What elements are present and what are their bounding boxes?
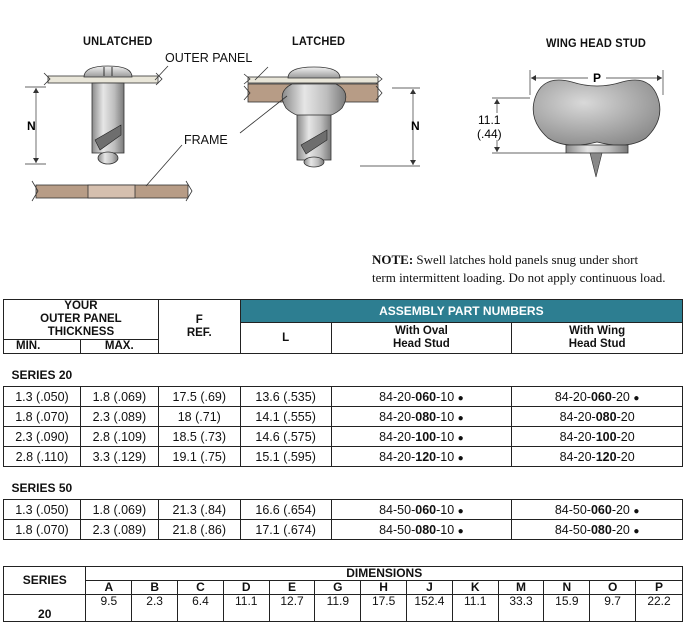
table-row: 2.8 (.110) 3.3 (.129) 19.1 (.75) 15.1 (.595) 84-20-120-10 ● 84-20-120-20 xyxy=(4,447,683,467)
dimensions-header: DIMENSIONS xyxy=(86,567,683,581)
stock-bullet-icon: ● xyxy=(457,525,464,537)
table-row: 2.3 (.090) 2.8 (.109) 18.5 (.73) 14.6 (.575) 84-20-100-10 ● 84-20-100-20 xyxy=(4,427,683,447)
stock-bullet-icon: ● xyxy=(633,392,640,404)
dimensions-table xyxy=(3,566,683,622)
min-header: MIN. xyxy=(4,340,81,354)
max-header: MAX. xyxy=(80,340,158,354)
stock-bullet-icon: ● xyxy=(457,412,464,424)
note-label: NOTE: xyxy=(372,252,414,267)
note-text xyxy=(372,251,682,287)
table-row: 1.3 (.050) 1.8 (.069) 21.3 (.84) 16.6 (.654) 84-50-060-10 ● 84-50-060-20 ● xyxy=(4,500,683,520)
height-dimension-in: (.44) xyxy=(477,127,502,141)
outer-panel-label: OUTER PANEL xyxy=(165,51,253,65)
n-dimension-label-left: N xyxy=(27,119,36,133)
series-header: SERIES xyxy=(4,567,86,595)
table-row: 1.8 (.070) 2.3 (.089) 21.8 (.86) 17.1 (.674) 84-50-080-10 ● 84-50-080-20 ● xyxy=(4,520,683,540)
table-row: 1.3 (.050) 1.8 (.069) 17.5 (.69) 13.6 (.535) 84-20-060-10 ● 84-20-060-20 ● xyxy=(4,387,683,407)
series-20-label: SERIES 20 xyxy=(11,368,73,382)
wing-head-stud-drawing xyxy=(492,70,663,177)
assembly-part-numbers-table xyxy=(3,299,683,540)
wing-head-stud-header: With Wing Head Stud xyxy=(512,323,683,354)
table-row: 1.8 (.070) 2.3 (.089) 18 (.71) 14.1 (.555) 84-20-080-10 ● 84-20-080-20 xyxy=(4,407,683,427)
wing-head-stud-title: WING HEAD STUD xyxy=(546,36,647,50)
dimension-columns-row: A B C D E G H J K M N O P xyxy=(4,581,683,595)
note-line-1: Swell latches hold panels snug under short xyxy=(413,252,639,267)
p-dimension-label: P xyxy=(593,71,602,85)
unlatched-title: UNLATCHED xyxy=(83,34,153,48)
stock-bullet-icon: ● xyxy=(457,432,464,444)
series-50-label: SERIES 50 xyxy=(11,481,73,495)
l-header: L xyxy=(240,323,331,354)
outer-panel-thickness-header: YOUR OUTER PANEL THICKNESS xyxy=(4,300,159,340)
note-line-2: term intermittent loading. Do not apply continuous load. xyxy=(372,270,666,285)
latched-latch-drawing xyxy=(240,67,420,167)
stock-bullet-icon: ● xyxy=(633,525,640,537)
stock-bullet-icon: ● xyxy=(457,452,464,464)
oval-head-stud-header: With Oval Head Stud xyxy=(331,323,512,354)
assembly-part-numbers-header: ASSEMBLY PART NUMBERS xyxy=(240,300,682,323)
latch-diagrams xyxy=(0,0,689,250)
latched-title: LATCHED xyxy=(292,34,346,48)
f-ref-header: F REF. xyxy=(158,300,240,354)
stock-bullet-icon: ● xyxy=(457,505,464,517)
table-row: 20 9.5 2.3 6.4 11.1 12.7 11.9 17.5 152.4 11.1 33.3 15.9 9.7 22.2 xyxy=(4,595,683,622)
stock-bullet-icon: ● xyxy=(633,505,640,517)
height-dimension-mm: 11.1 xyxy=(478,113,501,127)
frame-label: FRAME xyxy=(184,133,228,147)
unlatched-latch-drawing xyxy=(25,66,168,164)
n-dimension-label-right: N xyxy=(411,119,420,133)
stock-bullet-icon: ● xyxy=(457,392,464,404)
